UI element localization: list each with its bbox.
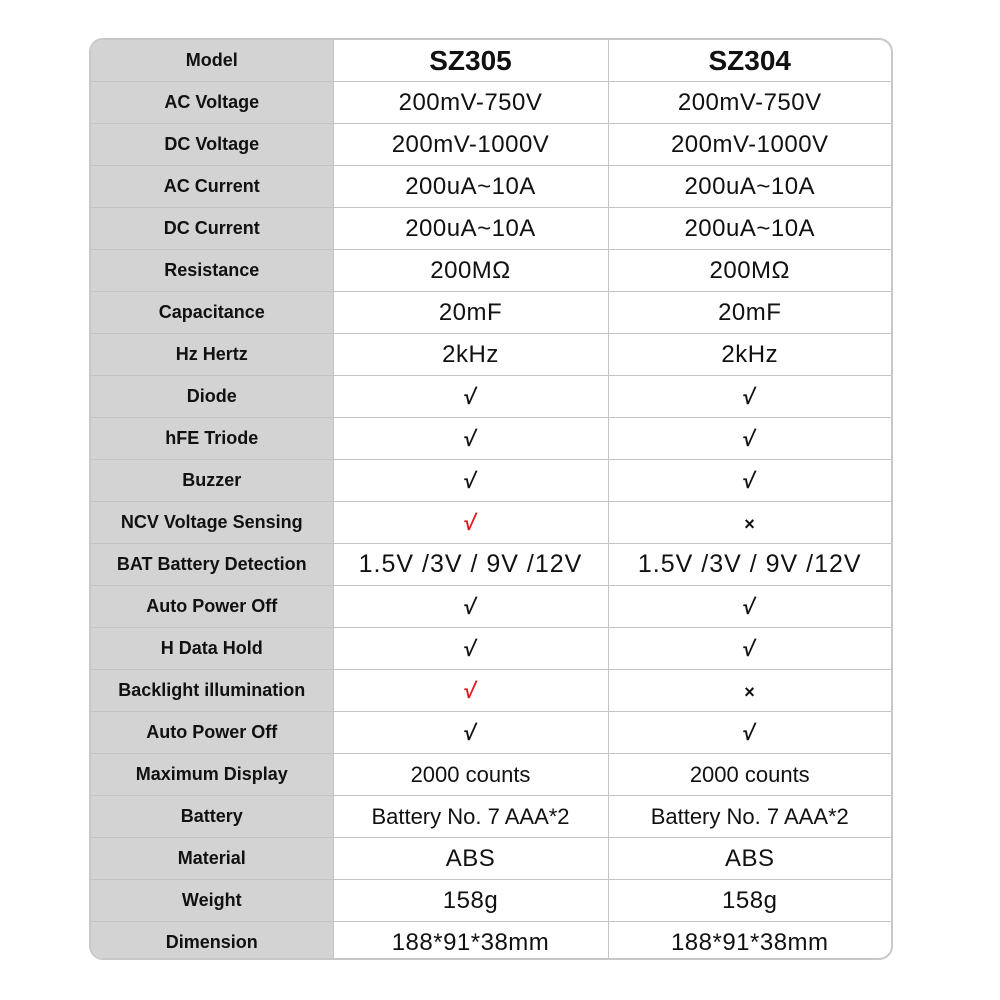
row-value-a: 158g <box>333 880 608 922</box>
row-value-b <box>608 628 891 670</box>
header-model-b-cell: SZ304 <box>608 40 891 82</box>
row-value-a <box>333 586 608 628</box>
table-row <box>91 754 891 796</box>
row-label: Buzzer <box>91 460 333 502</box>
table-row <box>91 838 891 880</box>
table-row <box>91 334 891 376</box>
row-value-b: 2kHz <box>608 334 891 376</box>
row-value-b <box>608 376 891 418</box>
row-label: hFE Triode <box>91 418 333 460</box>
row-value-b: 2000 counts <box>608 754 891 796</box>
row-value-b <box>608 586 891 628</box>
table-row <box>91 544 891 586</box>
table-row <box>91 880 891 922</box>
row-value-a: 200mV-750V <box>333 82 608 124</box>
row-value-a: 2000 counts <box>333 754 608 796</box>
check-icon: √ <box>462 383 479 409</box>
table-row <box>91 712 891 754</box>
spec-comparison-table <box>89 38 893 960</box>
row-value-a: 200uA~10A <box>333 166 608 208</box>
table-row <box>91 586 891 628</box>
check-icon: √ <box>741 467 758 493</box>
table-row <box>91 82 891 124</box>
row-value-a: 200MΩ <box>333 250 608 292</box>
row-label: BAT Battery Detection <box>91 544 333 586</box>
table-row <box>91 250 891 292</box>
row-value-b: 200uA~10A <box>608 166 891 208</box>
table-row <box>91 166 891 208</box>
check-icon: √ <box>741 593 758 619</box>
row-value-b <box>608 502 891 544</box>
row-label: AC Current <box>91 166 333 208</box>
row-value-b: 188*91*38mm <box>608 922 891 961</box>
row-value-a: 200uA~10A <box>333 208 608 250</box>
check-icon: √ <box>462 677 479 703</box>
table-row <box>91 292 891 334</box>
row-value-b: 200mV-750V <box>608 82 891 124</box>
row-value-b <box>608 712 891 754</box>
check-icon: √ <box>462 593 479 619</box>
row-value-a <box>333 418 608 460</box>
row-label: Material <box>91 838 333 880</box>
table-row <box>91 208 891 250</box>
row-label: Resistance <box>91 250 333 292</box>
check-icon: √ <box>741 425 758 451</box>
row-value-a <box>333 502 608 544</box>
row-label: Maximum Display <box>91 754 333 796</box>
row-value-a: 1.5V /3V / 9V /12V <box>333 544 608 586</box>
row-value-b: 158g <box>608 880 891 922</box>
header-label-cell: Model <box>91 40 333 82</box>
row-label: H Data Hold <box>91 628 333 670</box>
row-value-a: 200mV-1000V <box>333 124 608 166</box>
cross-icon: × <box>744 513 756 534</box>
row-label: Auto Power Off <box>91 586 333 628</box>
row-value-a: 188*91*38mm <box>333 922 608 961</box>
table-row <box>91 418 891 460</box>
row-value-a <box>333 712 608 754</box>
row-label: AC Voltage <box>91 82 333 124</box>
header-model-a-cell: SZ305 <box>333 40 608 82</box>
row-label: NCV Voltage Sensing <box>91 502 333 544</box>
table-row <box>91 376 891 418</box>
table-row <box>91 502 891 544</box>
table-row <box>91 922 891 961</box>
row-label: Battery <box>91 796 333 838</box>
row-label: Hz Hertz <box>91 334 333 376</box>
row-label: Backlight illumination <box>91 670 333 712</box>
row-label: Diode <box>91 376 333 418</box>
row-value-b: 200MΩ <box>608 250 891 292</box>
row-label: Dimension <box>91 922 333 961</box>
row-label: Capacitance <box>91 292 333 334</box>
row-value-b: 200uA~10A <box>608 208 891 250</box>
check-icon: √ <box>741 719 758 745</box>
row-value-a: ABS <box>333 838 608 880</box>
table-row <box>91 460 891 502</box>
check-icon: √ <box>462 467 479 493</box>
cross-icon: × <box>744 681 756 702</box>
row-value-a <box>333 376 608 418</box>
spec-table-grid <box>91 40 891 960</box>
row-label: Weight <box>91 880 333 922</box>
row-value-b: Battery No. 7 AAA*2 <box>608 796 891 838</box>
row-label: DC Voltage <box>91 124 333 166</box>
row-value-b: 1.5V /3V / 9V /12V <box>608 544 891 586</box>
row-value-b <box>608 670 891 712</box>
row-value-b: ABS <box>608 838 891 880</box>
check-icon: √ <box>462 509 479 535</box>
check-icon: √ <box>741 383 758 409</box>
check-icon: √ <box>462 425 479 451</box>
row-value-a: 20mF <box>333 292 608 334</box>
row-value-a <box>333 670 608 712</box>
check-icon: √ <box>462 719 479 745</box>
table-row <box>91 796 891 838</box>
row-value-b <box>608 418 891 460</box>
row-value-a: 2kHz <box>333 334 608 376</box>
check-icon: √ <box>462 635 479 661</box>
row-value-b: 200mV-1000V <box>608 124 891 166</box>
row-value-a <box>333 628 608 670</box>
table-row <box>91 670 891 712</box>
row-label: DC Current <box>91 208 333 250</box>
row-value-b: 20mF <box>608 292 891 334</box>
check-icon: √ <box>741 635 758 661</box>
table-row <box>91 124 891 166</box>
table-header-row <box>91 40 891 82</box>
row-value-a <box>333 460 608 502</box>
row-label: Auto Power Off <box>91 712 333 754</box>
table-row <box>91 628 891 670</box>
row-value-a: Battery No. 7 AAA*2 <box>333 796 608 838</box>
row-value-b <box>608 460 891 502</box>
